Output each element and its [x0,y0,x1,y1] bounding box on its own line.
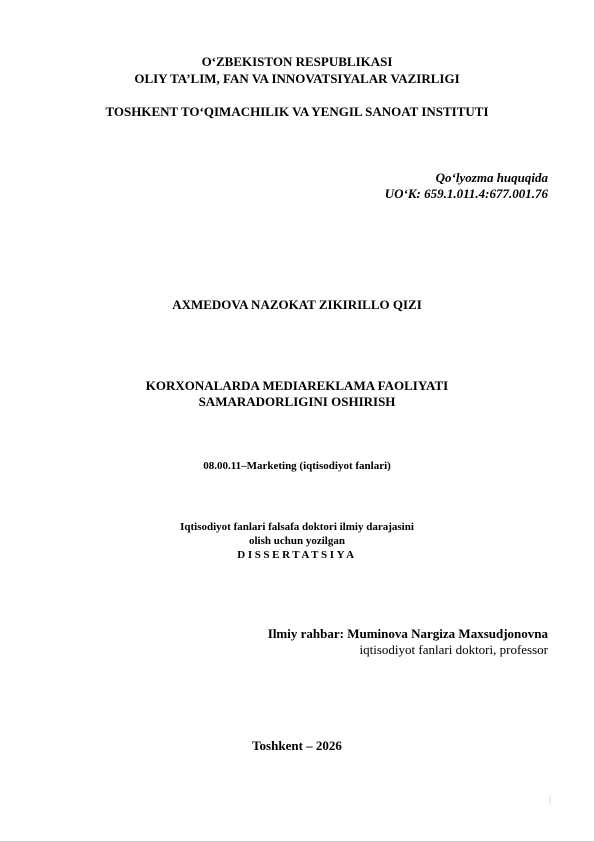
degree-line-1: Iqtisodiyot fanlari falsafa doktori ilmiy darajasini [180,521,414,533]
institute-heading: TOSHKENT TO‘QIMACHILIK VA YENGIL SANOAT INSTITUTI [105,104,489,119]
degree-line-2: olish uchun yozilgan [249,535,345,547]
supervisor-credentials: iqtisodiyot fanlari doktori, professor [359,642,548,657]
supervisor-name: Ilmiy rahbar: Muminova Nargiza Maxsudjonovna [267,626,548,641]
dissertation-label: DISSERTATSIYA [237,549,357,561]
page-marker: | [549,794,552,805]
manuscript-rights-note: Qo‘lyozma huquqida [435,170,548,185]
author-name: AXMEDOVA NAZOKAT ZIKIRILLO QIZI [172,297,422,312]
ministry-heading: OLIY TA’LIM, FAN VA INNOVATSIYALAR VAZIRLIGI [134,71,460,86]
udc-code: UO‘K: 659.1.011.4:677.001.76 [384,186,548,201]
place-and-year: Toshkent – 2026 [252,738,342,753]
dissertation-title-line-2: SAMARADORLIGINI OSHIRISH [198,394,396,409]
country-heading: O‘ZBEKISTON RESPUBLIKASI [201,54,393,69]
specialty-code: 08.00.11–Marketing (iqtisodiyot fanlari) [203,460,391,472]
dissertation-title-line-1: KORXONALARDA MEDIAREKLAMA FAOLIYATI [145,378,449,393]
